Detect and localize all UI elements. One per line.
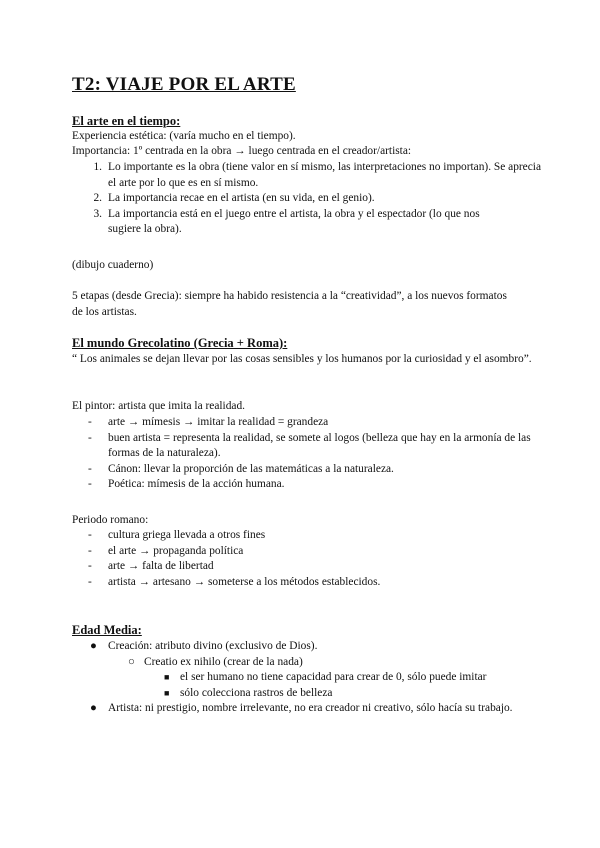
- list-item: [72, 559, 542, 575]
- list-item: [72, 639, 542, 655]
- bullet-list: [72, 639, 542, 717]
- bullet-icon: ●: [90, 702, 97, 714]
- list-item-text: el arte → propaganda política: [108, 544, 244, 557]
- circle-bullet-icon: ○: [128, 655, 135, 668]
- list-item-text: Creación: atributo divino (exclusivo de Dios).: [108, 640, 318, 652]
- list-item: [72, 477, 542, 493]
- list-item-text: La importancia recae en el artista (en su vida, en el genio).: [108, 192, 375, 204]
- dash-marker: -: [88, 529, 92, 541]
- paragraph: Importancia: 1º centrada en la obra → luego centrada en el creador/artista:: [72, 145, 412, 157]
- square-bullet-icon: ■: [164, 687, 170, 698]
- paragraph: Experiencia estética: (varía mucho en el tiempo).: [72, 130, 296, 142]
- list-number: 1.: [93, 161, 102, 173]
- section-heading-grecolatino: El mundo Grecolatino (Grecia + Roma):: [72, 336, 288, 350]
- list-item-text: Cánon: llevar la proporción de las matemáticas a la naturaleza.: [108, 462, 394, 475]
- section-heading-tiempo: El arte en el tiempo:: [72, 114, 181, 128]
- list-item: [72, 415, 542, 431]
- list-item-text: Lo importante es la obra (tiene valor en sí mismo, las interpretaciones no importan). Se aprecia el arte por lo que es en sí mismo.: [108, 161, 542, 189]
- list-item: [72, 655, 542, 671]
- list-number: 2.: [93, 192, 102, 204]
- list-item: [72, 160, 542, 191]
- list-item-text: el ser humano no tiene capacidad para crear de 0, sólo puede imitar: [180, 671, 487, 683]
- paragraph: 5 etapas (desde Grecia): siempre ha habido resistencia a la “creatividad”, a los nuevos formatos de los artistas.: [72, 290, 507, 318]
- list-item: [72, 207, 542, 238]
- list-item-text: arte → falta de libertad: [108, 560, 214, 572]
- dash-marker: -: [88, 544, 92, 557]
- list-item-text: arte → mímesis → imitar la realidad = grandeza: [108, 416, 329, 428]
- paragraph: El pintor: artista que imita la realidad.: [72, 400, 246, 412]
- list-item-text: sólo colecciona rastros de belleza: [180, 686, 333, 699]
- paragraph: (dibujo cuaderno): [72, 259, 154, 271]
- page-title: T2: VIAJE POR EL ARTE: [72, 74, 296, 95]
- bullet-icon: ●: [90, 640, 97, 652]
- list-item-text: Creatio ex nihilo (crear de la nada): [144, 655, 303, 668]
- list-item: [72, 528, 542, 544]
- list-item-text: Poética: mímesis de la acción humana.: [108, 478, 285, 490]
- list-item: [72, 670, 542, 686]
- paragraph: Periodo romano:: [72, 514, 149, 526]
- list-item-text: Artista: ni prestigio, nombre irrelevante, no era creador ni creativo, sólo hacía su trabajo.: [108, 702, 513, 714]
- list-item: [72, 544, 542, 560]
- list-number: 3.: [93, 207, 102, 220]
- dash-marker: -: [88, 478, 92, 490]
- dash-marker: -: [88, 416, 92, 428]
- list-item-text: La importancia está en el juego entre el artista, la obra y el espectador (lo que nos sugiere la obra).: [108, 207, 480, 235]
- dash-marker: -: [88, 575, 92, 588]
- list-item: [72, 701, 542, 717]
- list-item: [72, 686, 542, 702]
- dash-marker: -: [88, 431, 92, 444]
- numbered-list: [72, 160, 542, 238]
- square-bullet-icon: ■: [164, 672, 170, 682]
- list-item: [72, 575, 542, 591]
- dash-list: [72, 528, 542, 590]
- list-item: [72, 431, 542, 462]
- dash-list: [72, 415, 542, 493]
- list-item-text: buen artista = representa la realidad, se somete al logos (belleza que hay en la armonía de las formas de la naturaleza).: [108, 431, 531, 459]
- list-item-text: artista → artesano → someterse a los métodos establecidos.: [108, 575, 381, 588]
- dash-marker: -: [88, 462, 92, 475]
- section-heading-edad-media: Edad Media:: [72, 623, 142, 637]
- list-item-text: cultura griega llevada a otros fines: [108, 529, 266, 541]
- list-item: [72, 462, 542, 478]
- list-item: [72, 191, 542, 207]
- dash-marker: -: [88, 560, 92, 572]
- quote: “ Los animales se dejan llevar por las cosas sensibles y los humanos por la curiosidad y el asombro”.: [72, 353, 532, 365]
